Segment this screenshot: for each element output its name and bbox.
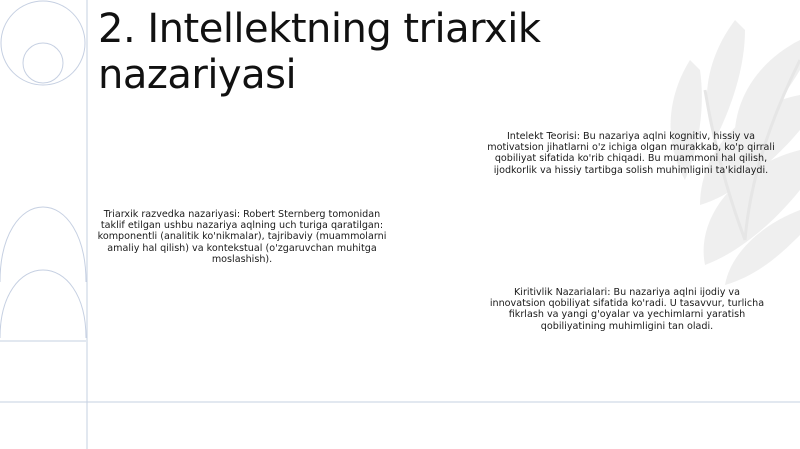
deco-arch-inner [0,270,86,338]
text-triarchic-theory: Triarxik razvedka nazariyasi: Robert Sternberg tomonidan taklif etilgan ushbu nazariya aqlning uch turiga qaratilgan: komponentli (analitik ko'nikmalar), tajribaviy (muammolarni amaliy hal qilish) va kontekstual (o'zgaruvchan muhitga moslashish). [97,209,387,265]
text-creativity-theory: Kiritivlik Nazarialari: Bu nazariya aqlni ijodiy va innovatsion qobiliyat sifatida ko'radi. U tasavvur, turlicha fikrlash va yangi g'oyalar va yechimlarni yaratish qobiliyatining muhimligini tan oladi. [489,287,765,332]
slide-title: 2. Intellektning triarxik nazariyasi [98,6,541,98]
deco-circle-small [23,43,63,83]
deco-arch-outer [0,207,86,282]
text-intellect-theory: Intelekt Teorisi: Bu nazariya aqlni kognitiv, hissiy va motivatsion jihatlarni o'z ichiga olgan murakkab, ko'p qirrali qobiliyat sifatida ko'rib chiqadi. Bu muammoni hal qilish, ijodkorlik va hissiy tartibga solish muhimligini ta'kidlaydi. [487,131,775,176]
